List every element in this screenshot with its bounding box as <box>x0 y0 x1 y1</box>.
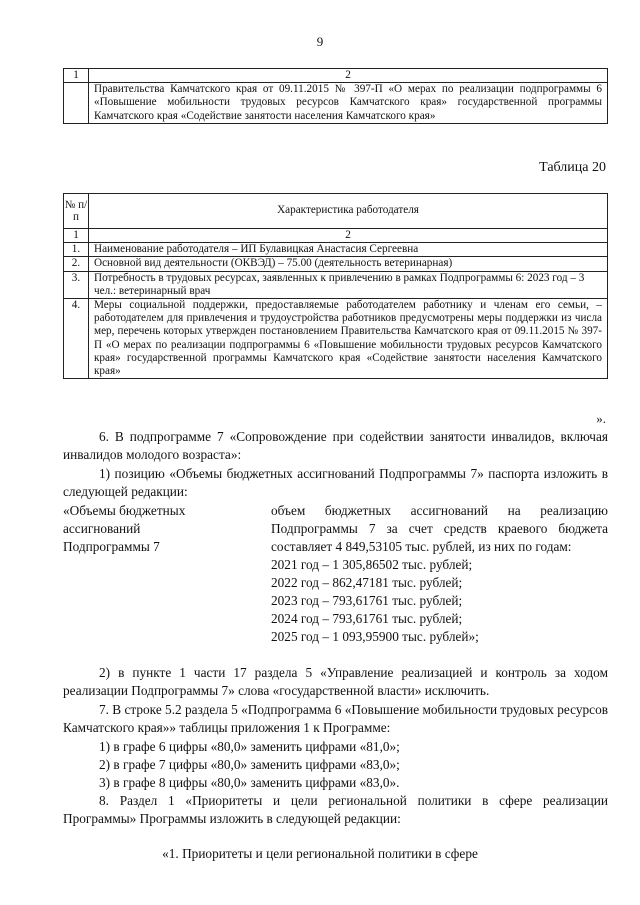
table-cell-number <box>64 83 89 124</box>
section-heading: «1. Приоритеты и цели региональной политики в сфере <box>162 846 478 861</box>
paragraph-6-item-2: 2) в пункте 1 части 17 раздела 5 «Управление реализацией и контроль за ходом реализации Подпрограммы 7» слова «государственной власти» исключить. <box>63 665 608 698</box>
table-row <box>64 257 608 271</box>
passport-value <box>271 502 608 646</box>
table-row <box>64 271 608 298</box>
table-cell-text: Меры социальной поддержки, предоставляемые работодателем работнику и членам его семьи, – работодателем для привлечения и трудоустройства работников предусмотрены меры поддержки из числа мер, перечень которых утвержден постановлением Правительства Камчатского края от 09.11.2015 № 397-П «О мерах по реализации подпрограммы 6 «Повышение мобильности трудовых ресурсов Камчатского края» государственной программы Камчатского края «Содействие занятости населения Камчатского края» <box>89 299 608 379</box>
table-cell-text: Правительства Камчатского края от 09.11.2015 № 397-П «О мерах по реализации подпрограммы 6 «Повышение мобильности трудовых ресурсов Камчатского края» государственной программы Камчатского края «Содействие занятости населения Камчатского края» <box>89 83 608 124</box>
table-caption: Таблица 20 <box>539 160 606 175</box>
table-row <box>64 83 608 124</box>
table-cell-number: 4. <box>64 299 89 379</box>
table-cell-number: 2. <box>64 257 89 271</box>
passport-value-intro: объем бюджетных ассигнований на реализацию Подпрограммы 7 за счет средств краевого бюджета составляет 4 849,53105 тыс. рублей, из них по годам: <box>271 503 608 554</box>
table-header-row <box>64 69 608 83</box>
table-numbering-cell: 1 <box>64 229 89 243</box>
table-cell-text: Наименование работодателя – ИП Булавицкая Анастасия Сергеевна <box>89 243 608 257</box>
employer-table <box>63 193 608 379</box>
passport-year-line: 2023 год – 793,61761 тыс. рублей; <box>271 593 463 608</box>
table-header-cell-characteristic: Характеристика работодателя <box>89 194 608 229</box>
table-header-cell-number: № п/п <box>64 194 89 229</box>
table-header-cell: 1 <box>64 69 89 83</box>
paragraph-6: 6. В подпрограмме 7 «Сопровождение при содействии занятости инвалидов, включая инвалидов молодого возраста»: <box>63 429 608 462</box>
table-numbering-cell: 2 <box>89 229 608 243</box>
table-cell-text: Основной вид деятельности (ОКВЭД) – 75.00 (деятельность ветеринарная) <box>89 257 608 271</box>
passport-label-line: «Объемы бюджетных <box>63 503 186 518</box>
passport-label-line: ассигнований <box>63 521 141 536</box>
passport-label-line: Подпрограммы 7 <box>63 539 160 554</box>
table-header-row <box>64 194 608 229</box>
continuation-table <box>63 68 608 124</box>
table-header-cell: 2 <box>89 69 608 83</box>
table-numbering-row <box>64 229 608 243</box>
closing-quote: ». <box>596 411 606 426</box>
table-cell-number: 1. <box>64 243 89 257</box>
paragraph-6-item-1: 1) позицию «Объемы бюджетных ассигнований Подпрограммы 7» паспорта изложить в следующей редакции: <box>63 466 608 499</box>
passport-year-line: 2021 год – 1 305,86502 тыс. рублей; <box>271 557 473 572</box>
page-number: 9 <box>316 34 324 49</box>
passport-year-line: 2022 год – 862,47181 тыс. рублей; <box>271 575 463 590</box>
table-row <box>64 299 608 379</box>
paragraph-7: 7. В строке 5.2 раздела 5 «Подпрограмма 6 «Повышение мобильности трудовых ресурсов Камчатского края»» таблицы приложения 1 к Программе: <box>63 702 608 735</box>
passport-label <box>63 502 243 556</box>
passport-year-line: 2025 год – 1 093,95900 тыс. рублей»; <box>271 629 479 644</box>
paragraph-7-item: 1) в графе 6 цифры «80,0» заменить цифрами «81,0»; <box>99 739 400 754</box>
table-row <box>64 243 608 257</box>
paragraph-7-item: 2) в графе 7 цифры «80,0» заменить цифрами «83,0»; <box>99 757 400 772</box>
table-cell-number: 3. <box>64 271 89 298</box>
paragraph-7-item: 3) в графе 8 цифры «80,0» заменить цифрами «83,0». <box>99 775 400 790</box>
table-cell-text: Потребность в трудовых ресурсах, заявленных к привлечению в рамках Подпрограммы 6: 2023 год – 3 чел.: ветеринарный врач <box>89 271 608 298</box>
paragraph-8: 8. Раздел 1 «Приоритеты и цели региональной политики в сфере реализации Программы» Программы изложить в следующей редакции: <box>63 793 608 826</box>
passport-year-line: 2024 год – 793,61761 тыс. рублей; <box>271 611 463 626</box>
